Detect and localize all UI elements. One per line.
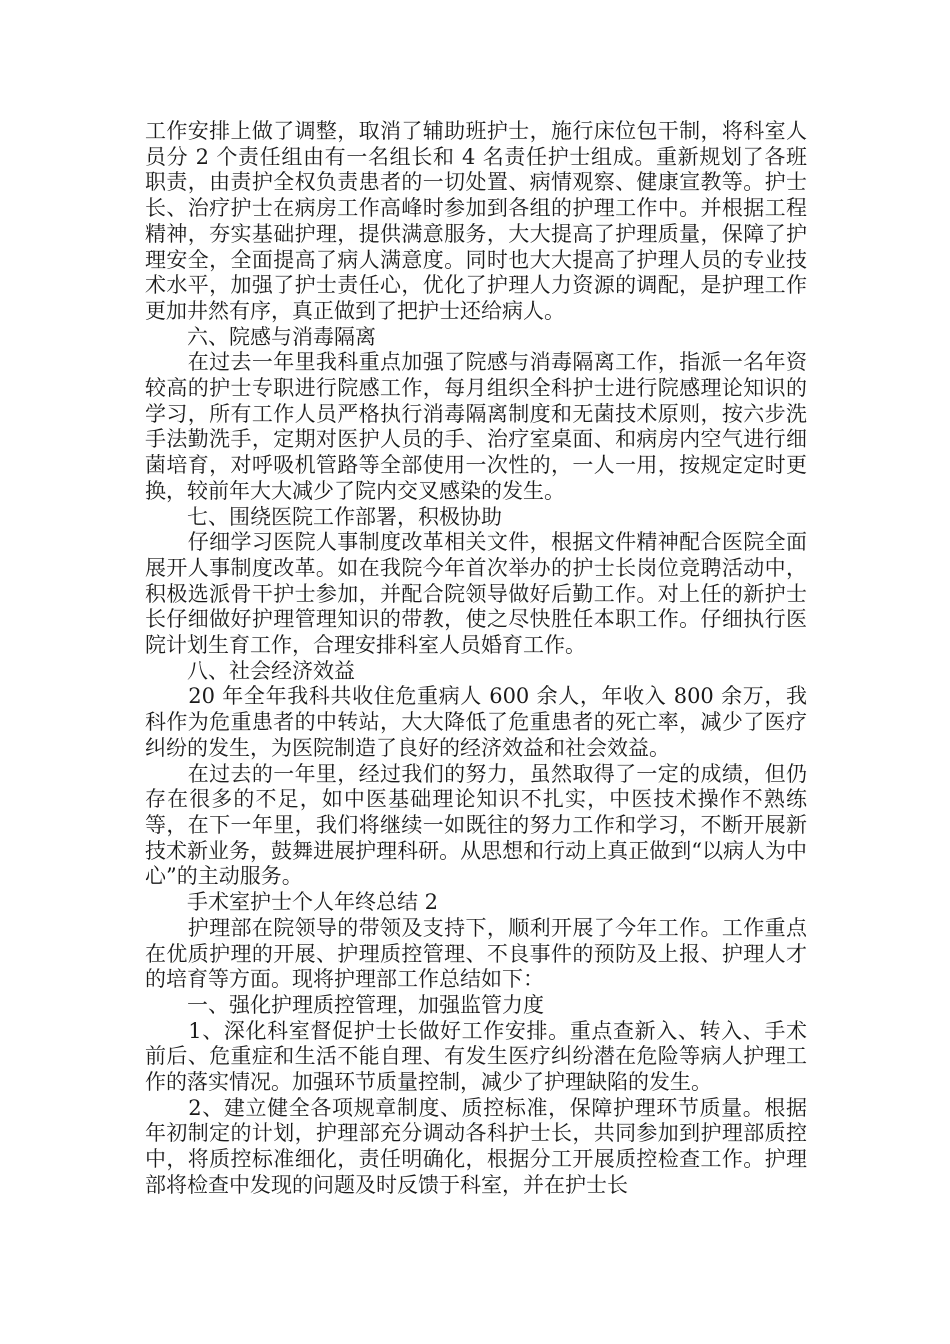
paragraph-5: 在过去的一年里，经过我们的努力，虽然取得了一定的成绩，但仍存在很多的不足，如中医基础理论知识不扎实，中医技术操作不熟练等，在下一年里，我们将继续一如既往的努力工作和学习，不断开展新技术新业务，鼓舞进展护理科研。从思想和行动上真正做到“以病人为中心”的主动服务。 bbox=[145, 761, 807, 889]
section-heading-7: 七、围绕医院工作部署，积极协助 bbox=[145, 504, 502, 529]
document-page bbox=[145, 119, 807, 1199]
section-heading-6: 六、院感与消毒隔离 bbox=[145, 324, 376, 349]
section-heading-1: 一、强化护理质控管理，加强监管力度 bbox=[145, 992, 544, 1017]
paragraph-2: 在过去一年里我科重点加强了院感与消毒隔离工作，指派一名年资较高的护士专职进行院感工作，每月组织全科护士进行院感理论知识的学习，所有工作人员严格执行消毒隔离制度和无菌技术原则，按六步洗手法勤洗手，定期对医护人员的手、治疗室桌面、和病房内空气进行细菌培育，对呼吸机管路等全部使用一次性的，一人一用，按规定定时更换，较前年大大减少了院内交叉感染的发生。 bbox=[145, 350, 807, 503]
section-heading-8: 八、社会经济效益 bbox=[145, 658, 355, 683]
document-title-2: 手术室护士个人年终总结 2 bbox=[145, 890, 439, 915]
paragraph-1: 工作安排上做了调整，取消了辅助班护士，施行床位包干制，将科室人员分 2 个责任组由有一名组长和 4 名责任护士组成。重新规划了各班职责，由责护全权负责患者的一切处置、病情观察、健康宣教等。护士长、治疗护士在病房工作高峰时参加到各组的护理工作中。并根据工程精神，夯实基础护理，提供满意服务，大大提高了护理质量，保障了护理安全，全面提高了病人满意度。同时也大大提高了护理人员的专业技术水平，加强了护士责任心，优化了护理人力资源的调配，是护理工作更加井然有序，真正做到了把护士还给病人。 bbox=[145, 119, 807, 323]
paragraph-6: 护理部在院领导的带领及支持下，顺利开展了今年工作。工作重点在优质护理的开展、护理质控管理、不良事件的预防及上报、护理人才的培育等方面。现将护理部工作总结如下： bbox=[145, 915, 807, 992]
paragraph-3: 仔细学习医院人事制度改革相关文件，根据文件精神配合医院全面展开人事制度改革。如在我院今年首次举办的护士长岗位竞聘活动中，积极选派骨干护士参加，并配合院领导做好后勤工作。对上任的新护士长仔细做好护理管理知识的带教，使之尽快胜任本职工作。仔细执行医院计划生育工作，合理安排科室人员婚育工作。 bbox=[145, 530, 807, 658]
paragraph-8: 2、建立健全各项规章制度、质控标准，保障护理环节质量。根据年初制定的计划，护理部充分调动各科护士长，共同参加到护理部质控中，将质控标准细化，责任明确化，根据分工开展质控检查工作。护理部将检查中发现的问题及时反馈于科室，并在护士长 bbox=[145, 1095, 807, 1197]
paragraph-7: 1、深化科室督促护士长做好工作安排。重点查新入、转入、手术前后、危重症和生活不能自理、有发生医疗纠纷潜在危险等病人护理工作的落实情况。加强环节质量控制，减少了护理缺陷的发生。 bbox=[145, 1018, 807, 1095]
paragraph-4: 20 年全年我科共收住危重病人 600 余人，年收入 800 余万，我科作为危重患者的中转站，大大降低了危重患者的死亡率，减少了医疗纠纷的发生，为医院制造了良好的经济效益和社会效益。 bbox=[145, 684, 807, 760]
